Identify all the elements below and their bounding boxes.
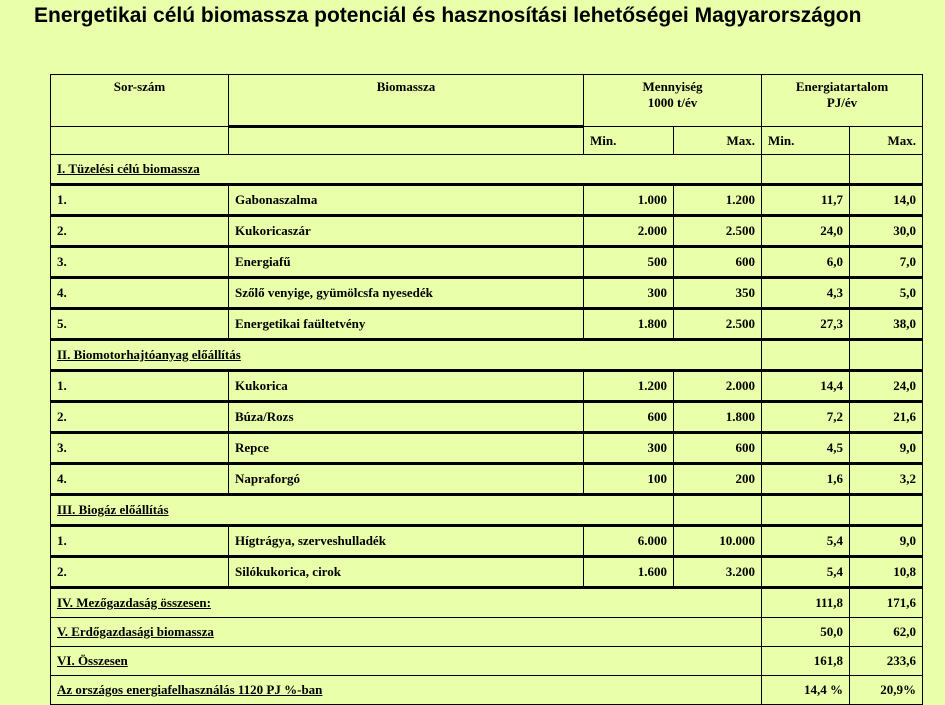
totals-min: 161,8	[762, 647, 850, 676]
totals-max: 62,0	[850, 618, 923, 647]
section-title: II. Biomotorhajtóanyag előállítás	[57, 347, 241, 362]
row-energy-max: 7,0	[850, 247, 923, 278]
row-number: 4.	[51, 464, 229, 495]
table-row	[51, 526, 923, 557]
section-title-row	[51, 340, 923, 371]
header-mennyiseg-unit: 1000 t/év	[647, 95, 698, 110]
totals-row	[51, 618, 923, 647]
row-energy-max: 30,0	[850, 216, 923, 247]
row-biomass-name: Energetikai faültetvény	[229, 309, 584, 340]
row-qty-max: 600	[674, 433, 762, 464]
row-qty-min: 1.200	[584, 371, 674, 402]
table-subheader-row	[51, 127, 923, 155]
row-energy-max: 14,0	[850, 185, 923, 216]
row-biomass-name: Búza/Rozs	[229, 402, 584, 433]
row-biomass-name: Kukoricaszár	[229, 216, 584, 247]
row-energy-max: 9,0	[850, 433, 923, 464]
section-title-cell	[51, 155, 762, 185]
row-qty-max: 350	[674, 278, 762, 309]
row-qty-min: 6.000	[584, 526, 674, 557]
section-empty-cell	[674, 495, 762, 526]
totals-label-cell	[51, 588, 762, 618]
totals-min: 111,8	[762, 588, 850, 618]
table-header-row	[51, 75, 923, 127]
row-qty-min: 1.000	[584, 185, 674, 216]
section-empty-cell	[850, 155, 923, 185]
totals-max: 20,9%	[850, 676, 923, 705]
section-empty-cell	[762, 155, 850, 185]
row-qty-max: 2.000	[674, 371, 762, 402]
totals-label-cell	[51, 618, 762, 647]
row-qty-max: 200	[674, 464, 762, 495]
section-title: III. Biogáz előállítás	[57, 502, 169, 517]
section-empty-cell	[762, 340, 850, 371]
row-qty-max: 1.200	[674, 185, 762, 216]
row-biomass-name: Hígtrágya, szerveshulladék	[229, 526, 584, 557]
table-row	[51, 247, 923, 278]
header-sorszam: Sor-szám	[51, 75, 229, 127]
header-qty-min: Min.	[584, 127, 674, 155]
row-energy-min: 24,0	[762, 216, 850, 247]
row-qty-max: 600	[674, 247, 762, 278]
row-qty-min: 1.800	[584, 309, 674, 340]
header-mennyiseg-label: Mennyiség	[642, 79, 703, 94]
totals-label: V. Erdőgazdasági biomassza	[57, 624, 214, 639]
row-number: 1.	[51, 526, 229, 557]
row-biomass-name: Repce	[229, 433, 584, 464]
table-row	[51, 278, 923, 309]
row-qty-min: 500	[584, 247, 674, 278]
row-energy-max: 21,6	[850, 402, 923, 433]
row-energy-min: 5,4	[762, 526, 850, 557]
row-energy-min: 27,3	[762, 309, 850, 340]
row-number: 1.	[51, 371, 229, 402]
row-energy-min: 5,4	[762, 557, 850, 588]
header-energy-max: Max.	[850, 127, 923, 155]
row-energy-max: 9,0	[850, 526, 923, 557]
row-qty-min: 300	[584, 278, 674, 309]
totals-row	[51, 647, 923, 676]
header-mennyiseg	[584, 75, 762, 127]
row-qty-max: 1.800	[674, 402, 762, 433]
row-qty-min: 600	[584, 402, 674, 433]
row-energy-min: 4,5	[762, 433, 850, 464]
section-title-row	[51, 155, 923, 185]
totals-max: 233,6	[850, 647, 923, 676]
row-number: 2.	[51, 557, 229, 588]
row-energy-max: 5,0	[850, 278, 923, 309]
table-row	[51, 433, 923, 464]
biomass-table	[50, 74, 923, 705]
row-biomass-name: Napraforgó	[229, 464, 584, 495]
row-energy-max: 38,0	[850, 309, 923, 340]
header-biomassza: Biomassza	[229, 75, 584, 127]
row-energy-max: 3,2	[850, 464, 923, 495]
row-qty-max: 3.200	[674, 557, 762, 588]
section-title-cell	[51, 340, 762, 371]
row-number: 2.	[51, 216, 229, 247]
row-number: 2.	[51, 402, 229, 433]
header-energia-label: Energiatartalom	[795, 79, 889, 94]
header-energia-unit: PJ/év	[826, 95, 858, 110]
row-biomass-name: Kukorica	[229, 371, 584, 402]
totals-label: VI. Összesen	[57, 653, 128, 668]
table-row	[51, 402, 923, 433]
table-row	[51, 557, 923, 588]
row-qty-min: 100	[584, 464, 674, 495]
row-qty-min: 2.000	[584, 216, 674, 247]
row-biomass-name: Silókukorica, cirok	[229, 557, 584, 588]
row-energy-max: 24,0	[850, 371, 923, 402]
table-row	[51, 464, 923, 495]
row-qty-max: 10.000	[674, 526, 762, 557]
row-biomass-name: Szőlő venyige, gyümölcsfa nyesedék	[229, 278, 584, 309]
section-empty-cell	[762, 495, 850, 526]
row-energy-min: 7,2	[762, 402, 850, 433]
header-qty-max: Max.	[674, 127, 762, 155]
totals-min: 14,4 %	[762, 676, 850, 705]
header-energy-min: Min.	[762, 127, 850, 155]
table-row	[51, 185, 923, 216]
table-row	[51, 309, 923, 340]
row-energy-min: 1,6	[762, 464, 850, 495]
row-energy-min: 4,3	[762, 278, 850, 309]
section-title: I. Tüzelési célú biomassza	[57, 161, 200, 176]
totals-row	[51, 676, 923, 705]
row-biomass-name: Energiafű	[229, 247, 584, 278]
totals-max: 171,6	[850, 588, 923, 618]
row-energy-max: 10,8	[850, 557, 923, 588]
totals-label-cell	[51, 647, 762, 676]
section-title-cell	[51, 495, 674, 526]
row-biomass-name: Gabonaszalma	[229, 185, 584, 216]
totals-label: IV. Mezőgazdaság összesen:	[57, 595, 211, 610]
row-qty-min: 300	[584, 433, 674, 464]
totals-label-cell	[51, 676, 762, 705]
row-energy-min: 6,0	[762, 247, 850, 278]
row-energy-min: 14,4	[762, 371, 850, 402]
table-row	[51, 371, 923, 402]
row-energy-min: 11,7	[762, 185, 850, 216]
row-number: 3.	[51, 433, 229, 464]
row-qty-min: 1.600	[584, 557, 674, 588]
header-energia	[762, 75, 923, 127]
row-number: 4.	[51, 278, 229, 309]
totals-label: Az országos energiafelhasználás 1120 PJ %-ban	[57, 682, 323, 697]
row-qty-max: 2.500	[674, 216, 762, 247]
row-number: 3.	[51, 247, 229, 278]
page-title: Energetikai célú biomassza potenciál és hasznosítási lehetőségei Magyarországon	[34, 4, 862, 27]
table-row	[51, 216, 923, 247]
section-empty-cell	[850, 340, 923, 371]
row-number: 5.	[51, 309, 229, 340]
section-title-row	[51, 495, 923, 526]
row-qty-max: 2.500	[674, 309, 762, 340]
totals-row	[51, 588, 923, 618]
row-number: 1.	[51, 185, 229, 216]
section-empty-cell	[850, 495, 923, 526]
totals-min: 50,0	[762, 618, 850, 647]
